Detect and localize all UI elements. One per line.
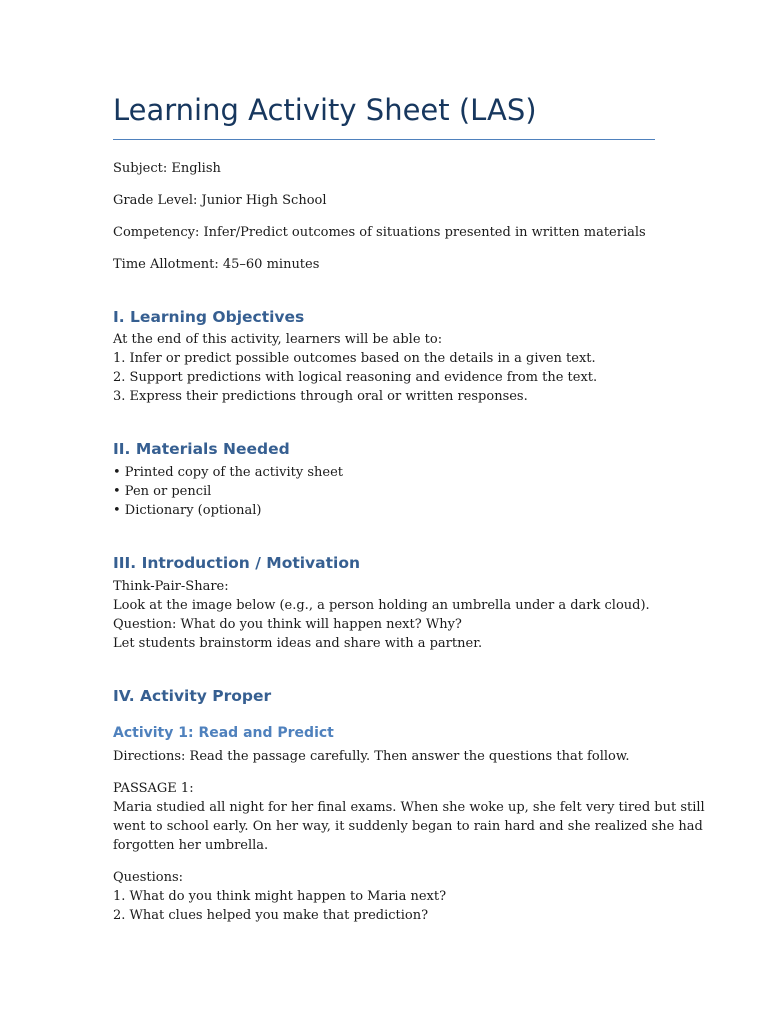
- competency-line: Competency: Infer/Predict outcomes of situations presented in written materials: [113, 225, 646, 240]
- objectives-intro: At the end of this activity, learners will be able to:: [113, 332, 443, 347]
- objective-item: 2. Support predictions with logical reasoning and evidence from the text.: [113, 370, 598, 385]
- introduction-line: Let students brainstorm ideas and share with a partner.: [113, 636, 483, 651]
- grade-level-line: Grade Level: Junior High School: [113, 193, 327, 208]
- introduction-line: Question: What do you think will happen next? Why?: [113, 617, 462, 632]
- directions-line: Directions: Read the passage carefully. Then answer the questions that follow.: [113, 749, 630, 764]
- material-item: • Printed copy of the activity sheet: [113, 465, 344, 480]
- passage-line: Maria studied all night for her final exams. When she woke up, she felt very tired but still: [113, 800, 705, 815]
- introduction-line: Think-Pair-Share:: [113, 579, 229, 594]
- objective-item: 3. Express their predictions through oral or written responses.: [113, 389, 528, 404]
- question-item: 2. What clues helped you make that prediction?: [113, 908, 429, 923]
- questions-label: Questions:: [113, 870, 184, 885]
- objectives-heading: I. Learning Objectives: [113, 308, 305, 326]
- title-underline: [113, 139, 655, 140]
- passage-line: forgotten her umbrella.: [113, 838, 269, 853]
- material-item: • Dictionary (optional): [113, 503, 262, 518]
- introduction-line: Look at the image below (e.g., a person holding an umbrella under a dark cloud).: [113, 598, 650, 613]
- document-title: Learning Activity Sheet (LAS): [113, 93, 537, 127]
- passage-label: PASSAGE 1:: [113, 781, 194, 796]
- material-item: • Pen or pencil: [113, 484, 212, 499]
- question-item: 1. What do you think might happen to Maria next?: [113, 889, 447, 904]
- materials-heading: II. Materials Needed: [113, 440, 290, 458]
- activity-heading: IV. Activity Proper: [113, 687, 272, 705]
- activity-subheading: Activity 1: Read and Predict: [113, 725, 334, 741]
- time-allotment-line: Time Allotment: 45–60 minutes: [113, 257, 320, 272]
- passage-line: went to school early. On her way, it suddenly began to rain hard and she realized she had: [113, 819, 703, 834]
- objective-item: 1. Infer or predict possible outcomes based on the details in a given text.: [113, 351, 596, 366]
- introduction-heading: III. Introduction / Motivation: [113, 554, 361, 572]
- subject-line: Subject: English: [113, 161, 221, 176]
